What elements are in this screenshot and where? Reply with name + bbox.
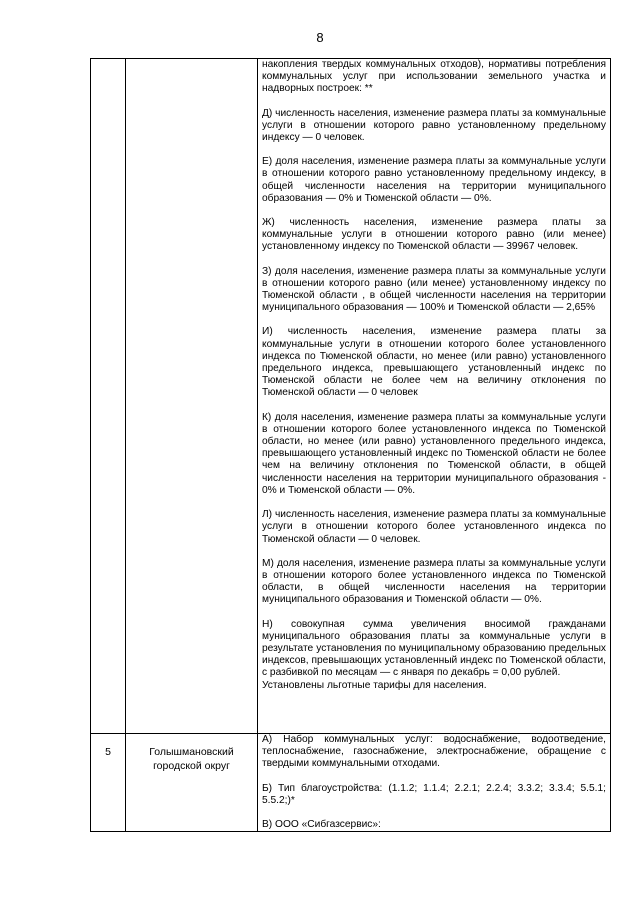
paragraph-m: М) доля населения, изменение размера платы за коммунальные услуги в отношении которого более установленного индекса по Тюменской области, в общей численности населения на территории муниципального образования и Тюменской области — 0%. xyxy=(262,557,606,606)
paragraph-intro: накопления твердых коммунальных отходов), нормативы потребления коммунальных услуг при использовании земельного участка и надворных построек: ** xyxy=(262,59,606,95)
paragraph-k: К) доля населения, изменение размера платы за коммунальные услуги в отношении которого более установленного индекса по Тюменской области, но менее (или равно) установленного предельного индекса, превышающего установленный индекс по Тюменской области не более чем на величину отклонения по Тюменской области, в общей численности населения на территории муниципального образования - 0% и Тюменской области — 0%. xyxy=(262,411,606,496)
paragraph-z: З) доля населения, изменение размера платы за коммунальные услуги в отношении которого равно (или менее) установленному индексу по Тюменской области , в общей численности населения на территории муниципального образования — 100% и Тюменской области — 2,65% xyxy=(262,265,606,314)
paragraph-b: Б) Тип благоустройства: (1.1.2; 1.1.4; 2.2.1; 2.2.4; 3.3.2; 3.3.4; 5.5.1; 5.5.2;)* xyxy=(262,782,606,806)
paragraph-i: И) численность населения, изменение размера платы за коммунальные услуги в отношении которого более установленного индекса по Тюменской области, но менее (или равно) установленного предельного индекса, превышающего установленный индекс по Тюменской области не более чем на величину отклонения по Тюменской области — 0 человек xyxy=(262,326,606,399)
paragraph-v: В) ООО «Сибгазсервис»: xyxy=(262,819,381,831)
paragraph-zh: Ж) численность населения, изменение размера платы за коммунальные услуги в отношении которого равно (или менее) установленному индексу по Тюменской области — 39967 человек. xyxy=(262,217,606,253)
cell-description-5 xyxy=(258,734,611,832)
row-number: 5 xyxy=(91,734,126,832)
paragraph-e: Е) доля населения, изменение размера платы за коммунальные услуги в отношении которого равно установленному предельному индексу, в общей численности населения на территории муниципального образования — 0% и Тюменской области — 0%. xyxy=(262,156,606,204)
page-number: 8 xyxy=(316,30,324,45)
table-row-5 xyxy=(91,734,611,832)
paragraph-n: Н) совокупная сумма увеличения вносимой гражданами муниципального образования платы за коммунальные услуги в результате установления по муниципальному образованию предельных индексов, превышающих установленный индекс по Тюменской области, с разбивкой по месяцам — с января по декабрь = 0,00 рублей. xyxy=(262,618,606,679)
paragraph-l: Л) численность населения, изменение размера платы за коммунальные услуги в отношении которого более установленного индекса по Тюменской области — 0 человек. xyxy=(262,509,606,545)
paragraph-benefit-tariffs: Установлены льготные тарифы для населения. xyxy=(262,679,487,691)
data-table xyxy=(90,58,611,832)
paragraph-d: Д) численность населения, изменение размера платы за коммунальные услуги в отношении которого равно установленному предельному индексу — 0 человек. xyxy=(262,107,606,144)
cell-name-empty xyxy=(126,59,258,734)
paragraph-a: А) Набор коммунальных услуг: водоснабжение, водоотведение, теплоснабжение, газоснабжение, электроснабжение, обращение с твердыми коммунальными отходами. xyxy=(262,734,606,770)
table-row-continued xyxy=(91,59,611,734)
cell-number-empty xyxy=(91,59,126,734)
cell-description xyxy=(258,59,611,734)
municipality-name: Голышмановский городской округ xyxy=(126,734,258,832)
